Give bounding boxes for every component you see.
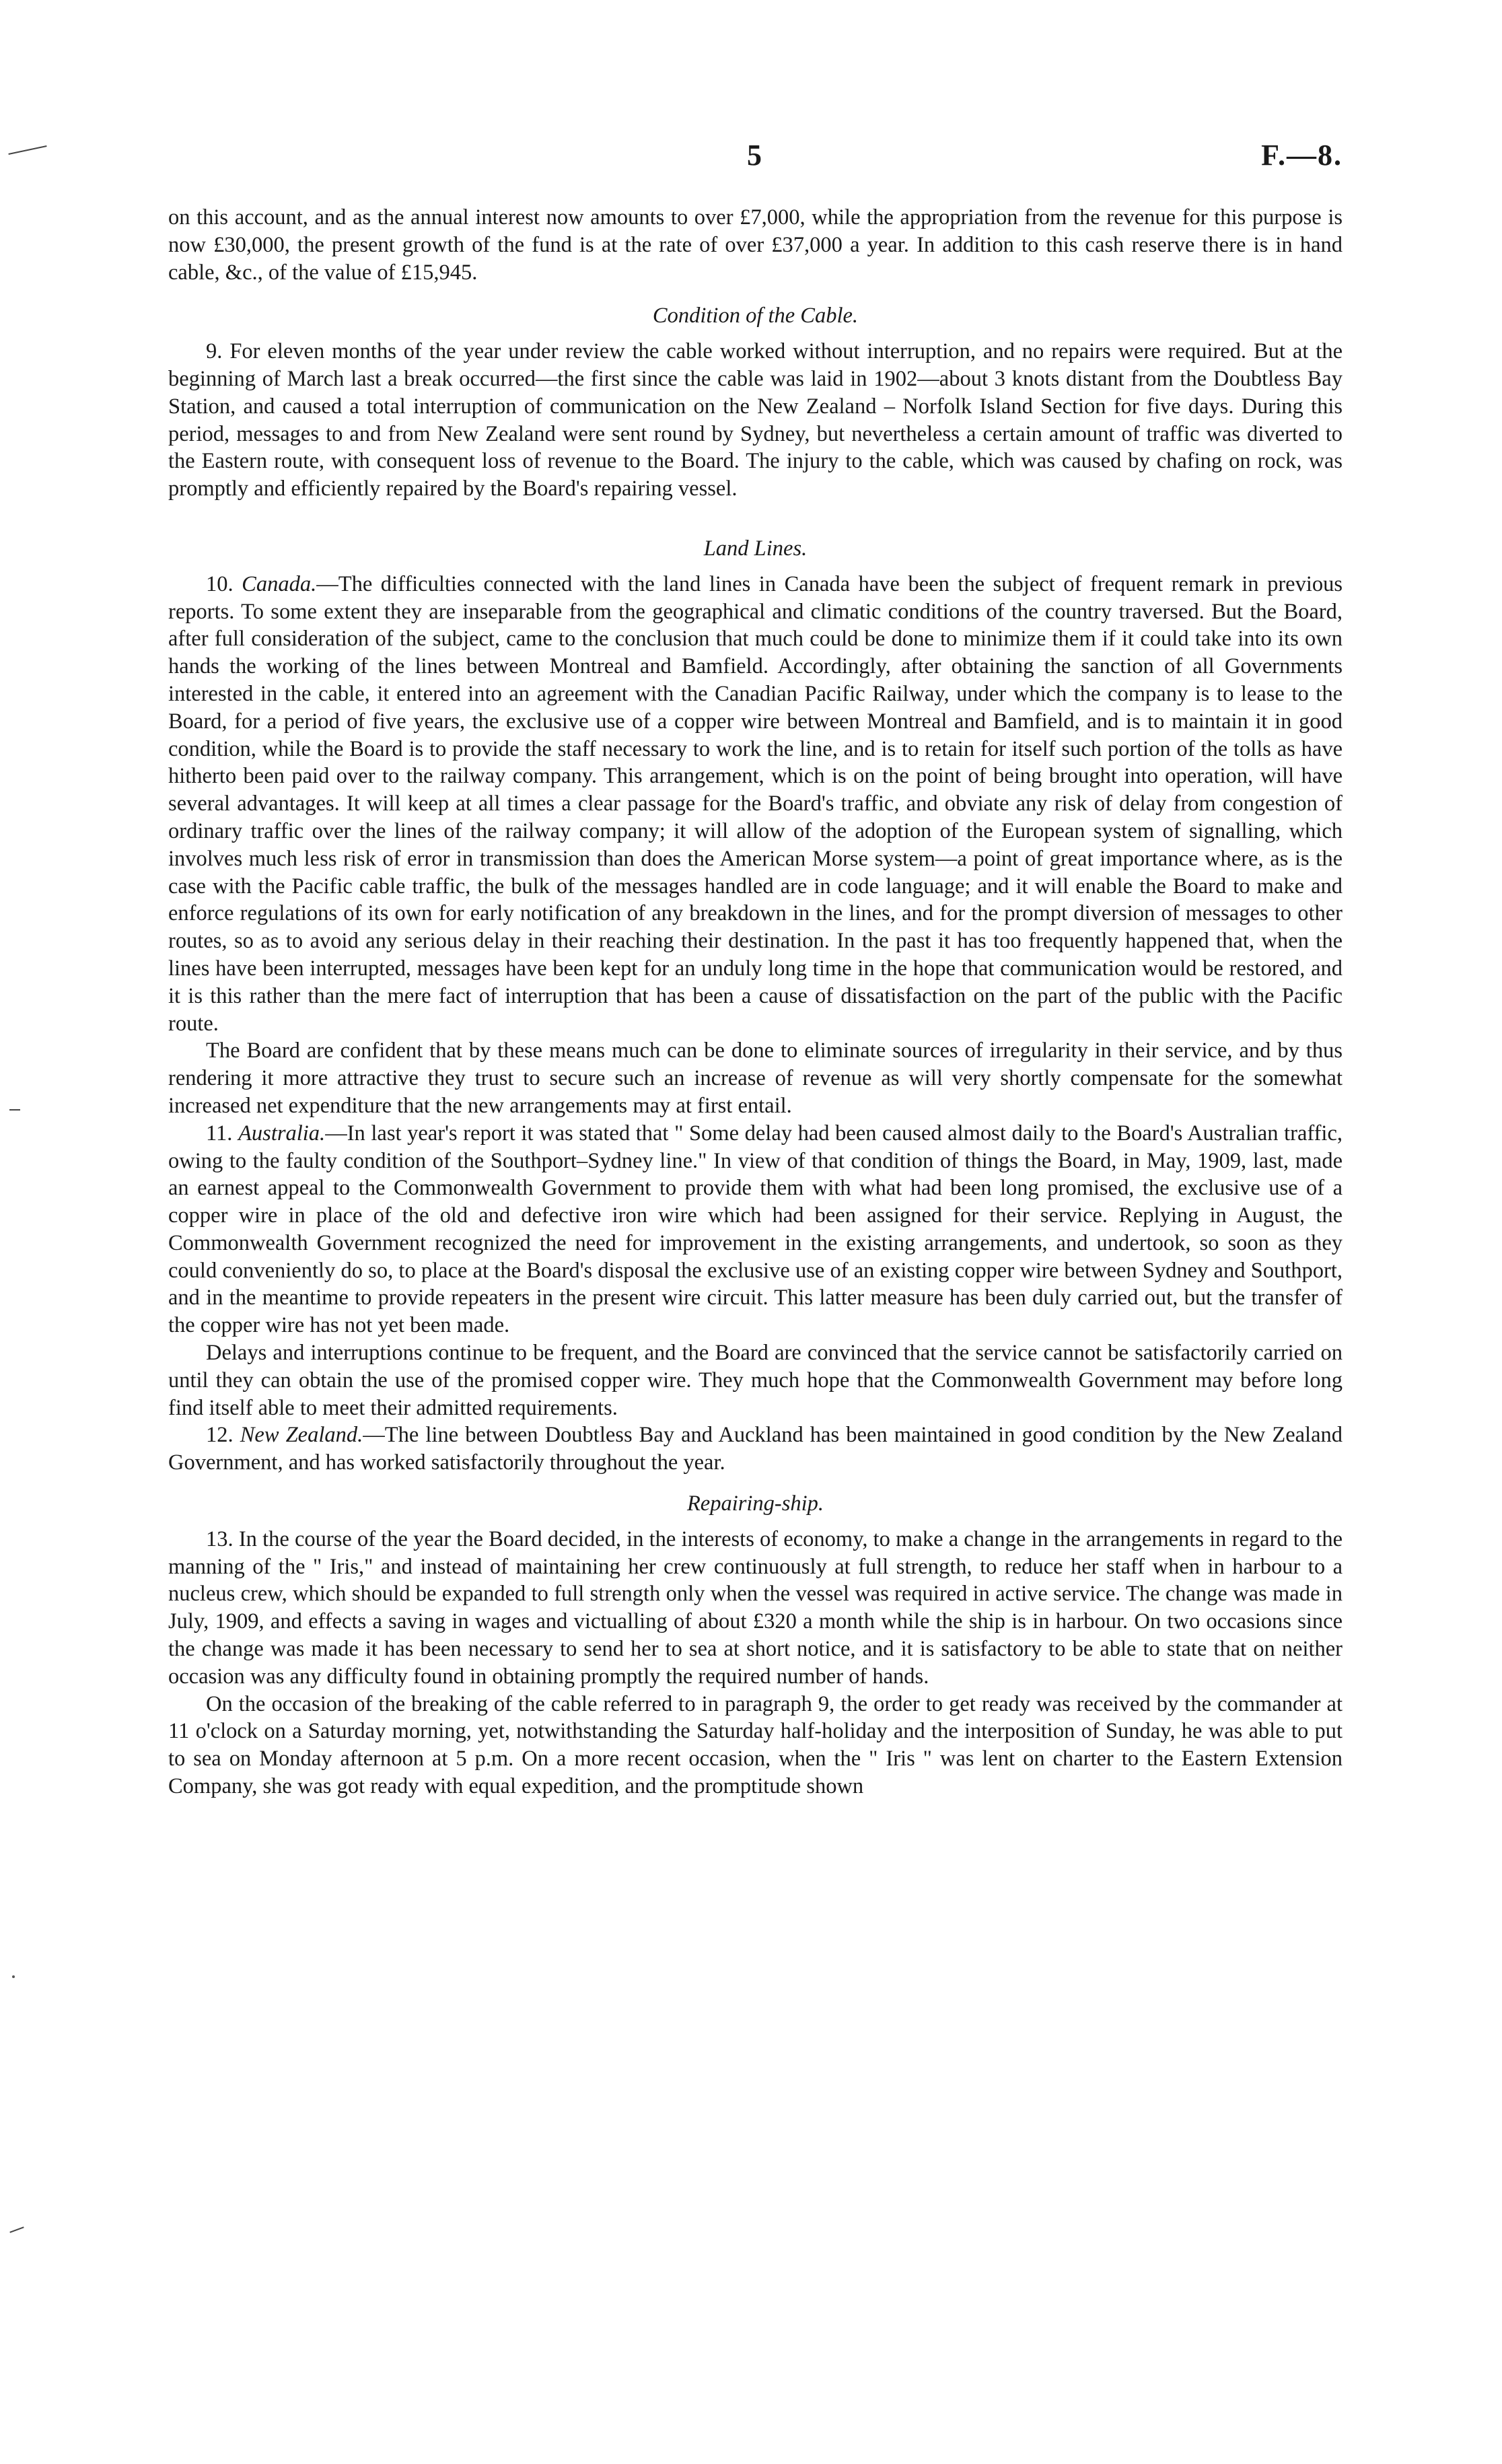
intro-paragraph: on this account, and as the annual interest now amounts to over £7,000, while the appropriation from the revenue for this purpose is now £30,000, the present growth of the fund is at the rate of over £37,000 a year. In addition to this cash reserve there is in hand cable, &c., of the value of £15,945.: [168, 205, 1343, 285]
paragraph-13: 13. In the course of the year the Board decided, in the interests of economy, to make a change in the arrangements in regard to the manning of the " Iris," and instead of maintaining her crew continuously at full strength, to reduce her staff when in harbour to a nucleus crew, which should be expanded to full strength only when the vessel was required in active service. The change was made in July, 1909, and effects a saving in wages and victualling of about £320 a month while the ship is in harbour. On two occasions since the change was made it has been necessary to send her to sea at short notice, and it is satisfactory to be able to state that on neither occasion was any difficulty found in obtaining promptly the required number of hands.: [168, 1526, 1343, 1689]
margin-scan-mark: [8, 145, 46, 155]
page-number: 5: [747, 139, 762, 172]
margin-scan-mark: [9, 2226, 24, 2232]
paragraph-11-place: Australia.: [238, 1121, 326, 1146]
paragraph-12-text: —The line between Doubtless Bay and Auckland has been maintained in good condition by the New Zealand Government, and has worked satisfactorily throughout the year.: [168, 1423, 1343, 1475]
heading-land-lines: Land Lines.: [703, 536, 808, 561]
page-header: [168, 138, 1343, 178]
paragraph-10: [168, 571, 1343, 1038]
margin-scan-mark: [9, 1109, 20, 1111]
margin-scan-dot: [12, 1975, 15, 1978]
paragraph-11: [168, 1120, 1343, 1339]
paragraph-10-number: 10.: [206, 571, 234, 596]
paragraph-10-text: —The difficulties connected with the land lines in Canada have been the subject of frequent remark in previous reports. To some extent they are inseparable from the geographical and climatic conditions of the country traversed. But the Board, after full consideration of the subject, came to the conclusion that much could be done to minimize them if it could take into its own hands the working of the lines between Montreal and Bamfield. Accordingly, after obtaining the sanction of all Governments interested in the cable, it entered into an agreement with the Canadian Pacific Railway, under which the company is to lease to the Board, for a period of five years, the exclusive use of a copper wire between Montreal and Bamfield, and is to maintain it in good condition, while the Board is to provide the staff necessary to work the line, and is to retain for itself such portion of the tolls as have hitherto been paid over to the railway company. This arrangement, which is on the point of being brought into operation, will have several advantages. It will keep at all times a clear passage for the Board's traffic, and obviate any risk of delay from congestion of ordinary traffic over the lines of the railway company; it will allow of the adoption of the European system of signalling, which involves much less risk of error in transmission than does the American Morse system—a point of great importance where, as is the case with the Pacific cable traffic, the bulk of the messages handled are in code language; and it will enable the Board to make and enforce regulations of its own for early notification of any breakdown in the lines, and for the prompt diversion of messages to other routes, so as to avoid any serious delay in their reaching their destination. In the past it has too frequently happened that, when the lines have been interrupted, messages have been kept for an unduly long time in the hope that communication would be restored, and it is this rather than the mere fact of interruption that has been a cause of dissatisfaction on the part of the public with the Pacific route.: [168, 571, 1343, 1036]
document-body: [168, 204, 1343, 1800]
paragraph-10-place: Canada.: [242, 571, 317, 596]
paragraph-13-continued: On the occasion of the breaking of the cable referred to in paragraph 9, the order to get ready was received by the commander at 11 o'clock on a Saturday morning, yet, notwithstanding the Saturday half-holiday and the interposition of Sunday, he was able to put to sea on Monday afternoon at 5 p.m. On a more recent occasion, when the " Iris " was lent on charter to the Eastern Extension Company, she was got ready with equal expedition, and the promptitude shown: [168, 1691, 1343, 1799]
paragraph-10-continued: The Board are confident that by these means much can be done to eliminate sources of irregularity in their service, and by thus rendering it more attractive they trust to secure such an increase of revenue as will very shortly compensate for the somewhat increased net expenditure that the new arrangements may at first entail.: [168, 1039, 1343, 1118]
paragraph-11-text: —In last year's report it was stated that " Some delay had been caused almost daily to the Board's Australian traffic, owing to the faulty condition of the Southport–Sydney line." In view of that condition of things the Board, in May, 1909, last, made an earnest appeal to the Commonwealth Government to provide them with what had been long promised, the exclusive use of a copper wire in place of the old and defective iron wire which had been assigned for their service. Replying in August, the Commonwealth Government recognized the need for improvement in the existing arrangements, and undertook, so soon as they could conveniently do so, to place at the Board's disposal the exclusive use of an existing copper wire between Sydney and Southport, and in the meantime to provide repeaters in the present wire circuit. This latter measure has been duly carried out, but the transfer of the copper wire has not yet been made.: [168, 1121, 1343, 1338]
heading-condition-of-cable: Condition of the Cable.: [652, 304, 859, 328]
heading-repairing-ship: Repairing-ship.: [686, 1491, 824, 1516]
paragraph-11-continued: Delays and interruptions continue to be frequent, and the Board are convinced that the service cannot be satisfactorily carried on until they can obtain the use of the promised copper wire. They much hope that the Commonwealth Government may before long find itself able to meet their admitted requirements.: [168, 1341, 1343, 1420]
document-reference: F.—8.: [1261, 139, 1343, 172]
paragraph-12-number: 12.: [206, 1423, 234, 1448]
paragraph-9: 9. For eleven months of the year under review the cable worked without interruption, and no repairs were required. But at the beginning of March last a break occurred—the first since the cable was laid in 1902—about 3 knots distant from the Doubtless Bay Station, and caused a total interruption of communication on the New Zealand – Norfolk Island Section for five days. During this period, messages to and from New Zealand were sent round by Sydney, but nevertheless a certain amount of traffic was diverted to the Eastern route, with consequent loss of revenue to the Board. The injury to the cable, which was caused by chafing on rock, was promptly and efficiently repaired by the Board's repairing vessel.: [168, 339, 1343, 501]
paragraph-12-place: New Zealand.: [240, 1423, 363, 1448]
paragraph-12: [168, 1421, 1343, 1477]
paragraph-11-number: 11.: [206, 1121, 233, 1146]
